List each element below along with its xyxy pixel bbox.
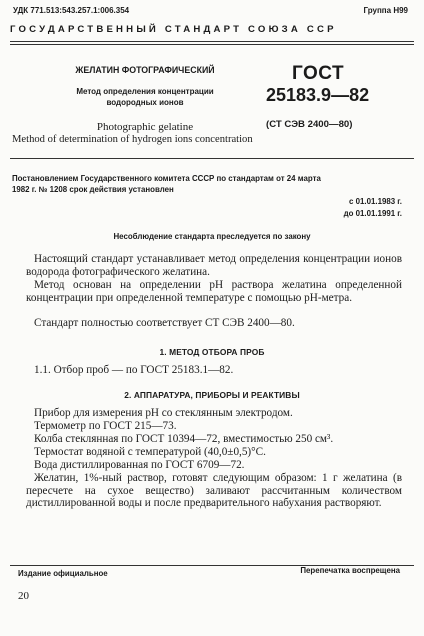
official-edition: Издание официальное: [18, 569, 108, 578]
gelatin-solution-paragraph: Желатин, 1%-ный раствор, готовят следующим образом: 1 г желатина (в пересчете на сухое вещество) заливают рассчитанным количеством дистиллированной воды и после предварительного набухания растворяют.: [26, 472, 402, 510]
section-2-heading: 2. АППАРАТУРА, ПРИБОРЫ И РЕАКТИВЫ: [124, 390, 300, 400]
equipment-item-3: Колба стеклянная по ГОСТ 10394—72, вместимостью 250 см³.: [34, 433, 334, 445]
reprint-prohibited: Перепечатка воспрещена: [300, 566, 400, 575]
ru-subtitle-line-1: Метод определения концентрации: [76, 87, 214, 96]
equipment-item-2: Термометр по ГОСТ 215—73.: [34, 420, 177, 432]
intro-paragraph-1: Настоящий стандарт устанавливает метод определения концентрации ионов водорода фотографического желатина.: [26, 253, 402, 278]
gost-number: 25183.9—82: [266, 85, 370, 105]
legal-warning: Несоблюдение стандарта преследуется по закону: [113, 232, 311, 241]
section-1-item: 1.1. Отбор проб — по ГОСТ 25183.1—82.: [34, 364, 234, 376]
equipment-item-1: Прибор для измерения рН со стеклянным электродом.: [34, 407, 293, 419]
ru-title: ЖЕЛАТИН ФОТОГРАФИЧЕСКИЙ: [75, 65, 215, 75]
decree-line-2: 1982 г. № 1208 срок действия установлен: [12, 185, 174, 194]
sev-reference: (СТ СЭВ 2400—80): [266, 119, 353, 130]
equipment-item-4: Термостат водяной с температурой (40,0±0,5)°С.: [34, 446, 266, 458]
title-rule: [10, 158, 414, 159]
validity-from: с 01.01.1983 г.: [349, 197, 402, 206]
group-code: Группа Н99: [363, 6, 408, 15]
header-rule-1: [10, 41, 414, 42]
decree-line-1: Постановлением Государственного комитета СССР по стандартам от 24 марта: [12, 174, 321, 183]
ru-subtitle-line-2: водородных ионов: [106, 98, 184, 107]
intro-paragraph-3: Стандарт полностью соответствует СТ СЭВ 2400—80.: [34, 317, 295, 329]
en-subtitle: Method of determination of hydrogen ions concentration: [12, 134, 253, 145]
section-1-heading: 1. МЕТОД ОТБОРА ПРОБ: [159, 347, 265, 357]
validity-to: до 01.01.1991 г.: [343, 209, 402, 218]
gost-label: ГОСТ: [292, 63, 345, 84]
page-number: 20: [18, 590, 29, 602]
intro-paragraph-2: Метод основан на определении рН раствора желатина определенной концентрации при определенной температуре с помощью рН-метра.: [26, 279, 402, 304]
ru-subtitle: [20, 86, 270, 108]
header-rule-2: [10, 44, 414, 45]
en-title: Photographic gelatine: [96, 121, 194, 133]
equipment-item-5: Вода дистиллированная по ГОСТ 6709—72.: [34, 459, 245, 471]
udk-code: УДК 771.513:543.257.1:006.354: [13, 6, 130, 15]
standard-banner: ГОСУДАРСТВЕННЫЙ СТАНДАРТ СОЮЗА ССР: [10, 24, 337, 35]
